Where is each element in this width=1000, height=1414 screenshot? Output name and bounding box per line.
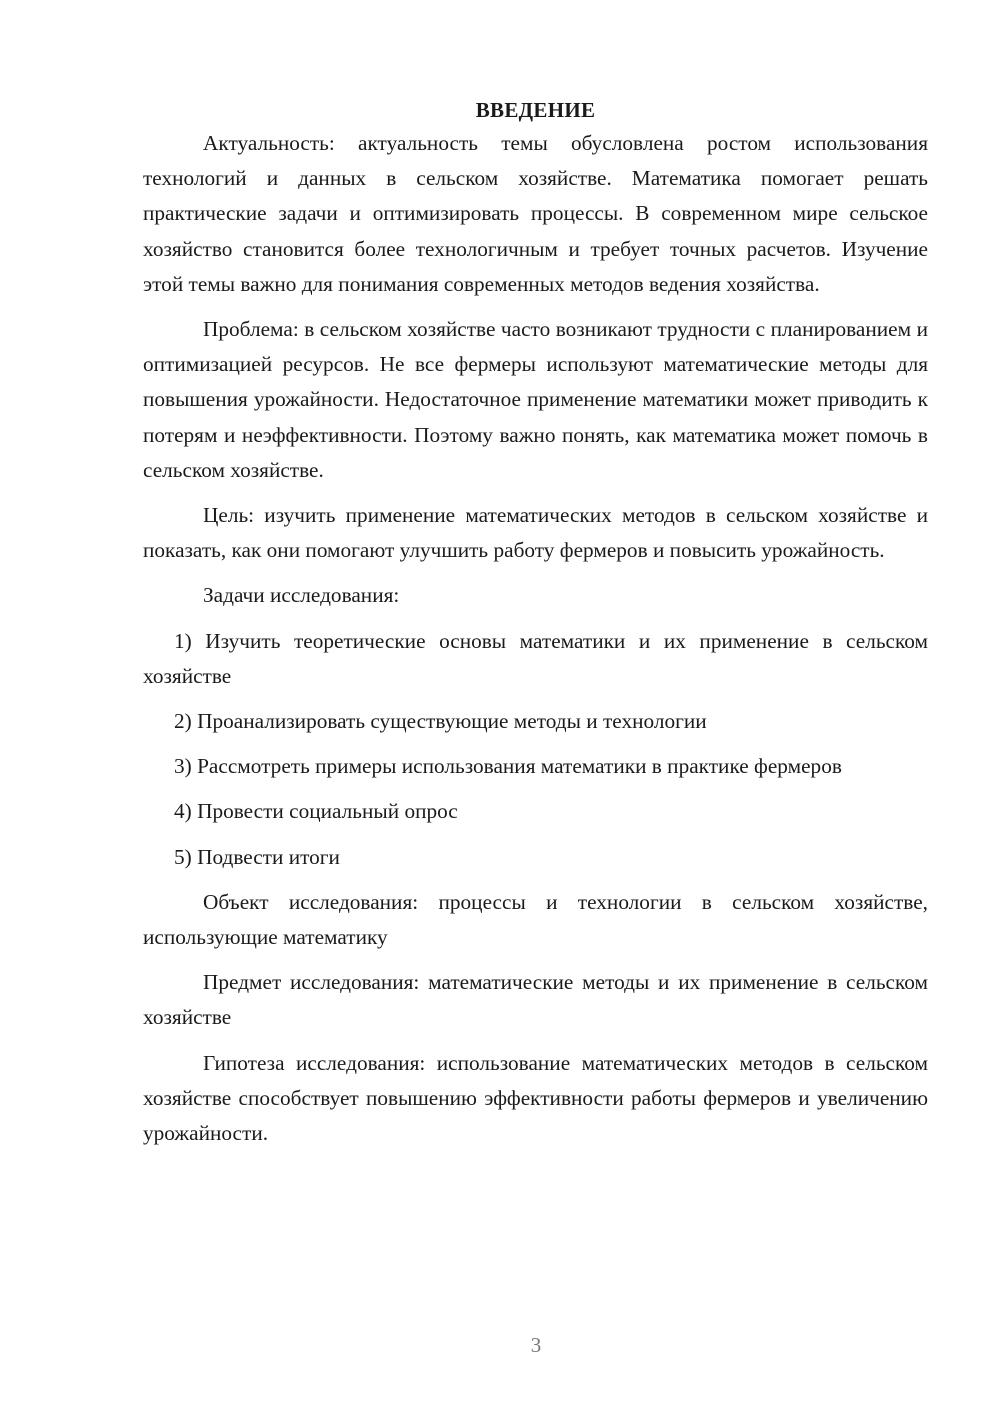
relevance-paragraph: Актуальность: актуальность темы обусловлена ростом использования технологий и данных в сельском хозяйстве. Математика помогает решать практические задачи и оптимизировать процессы. В современном мире сельское хозяйство становится более технологичным и требует точных расчетов. Изучение этой темы важно для понимания современных методов ведения хозяйства. <box>143 131 928 296</box>
goal-paragraph: Цель: изучить применение математических методов в сельском хозяйстве и показать, как они помогают улучшить работу фермеров и повысить урожайность. <box>143 503 928 563</box>
task-item-3: 3) Рассмотреть примеры использования математики в практике фермеров <box>174 754 842 779</box>
object-paragraph: Объект исследования: процессы и технологии в сельском хозяйстве, использующие математику <box>143 889 928 950</box>
tasks-heading: Задачи исследования: <box>203 583 400 608</box>
task-item-2: 2) Проанализировать существующие методы и технологии <box>174 709 707 734</box>
problem-paragraph: Проблема: в сельском хозяйстве часто возникают трудности с планированием и оптимизацией ресурсов. Не все фермеры используют математические методы для повышения урожайности. Недостаточное применение математики может приводить к потерям и неэффективности. Поэтому важно понять, как математика может помочь в сельском хозяйстве. <box>143 317 928 482</box>
page-number: 3 <box>530 1333 542 1357</box>
document-page <box>143 94 928 1151</box>
task-item-4: 4) Провести социальный опрос <box>174 799 458 824</box>
subject-paragraph: Предмет исследования: математические методы и их применение в сельском хозяйстве <box>143 970 928 1030</box>
page-title: ВВЕДЕНИЕ <box>475 98 596 122</box>
task-item-1: 1) Изучить теоретические основы математики и их применение в сельском хозяйстве <box>143 628 928 688</box>
hypothesis-paragraph: Гипотеза исследования: использование математических методов в сельском хозяйстве способствует повышению эффективности работы фермеров и увеличению урожайности. <box>143 1050 928 1146</box>
task-item-5: 5) Подвести итоги <box>174 844 340 869</box>
